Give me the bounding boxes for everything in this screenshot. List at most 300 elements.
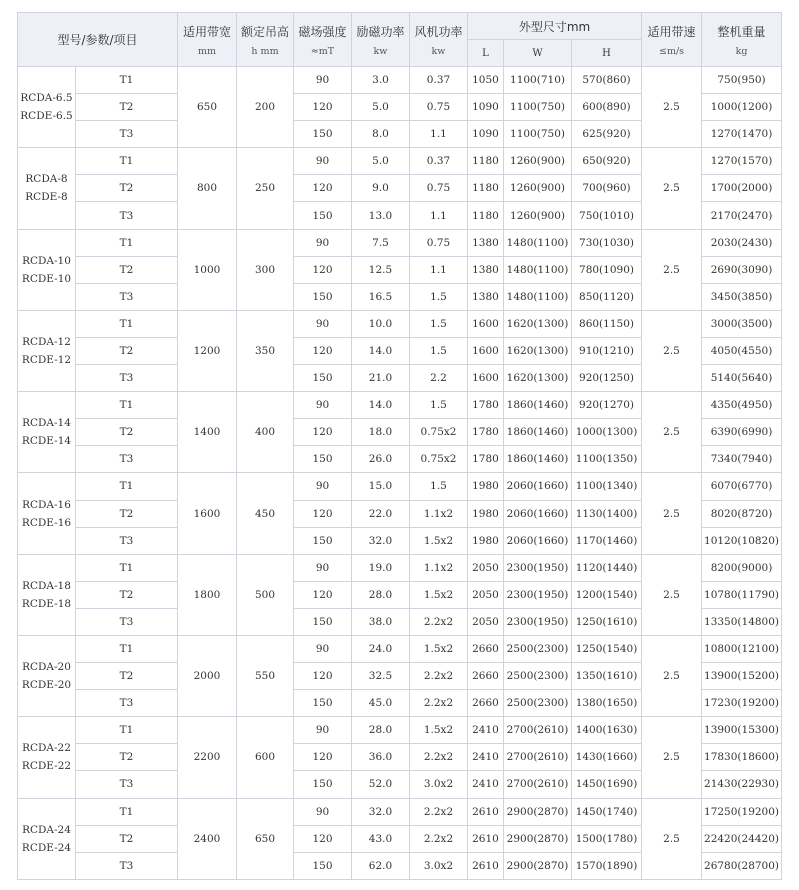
dim-l-cell: 1980	[468, 500, 504, 527]
model-name-a: RCDA-16	[22, 498, 71, 511]
exc-power-cell: 10.0	[352, 310, 410, 337]
model-cell	[18, 229, 76, 310]
exc-power-cell: 5.0	[352, 148, 410, 175]
header-dim-w: W	[504, 40, 572, 67]
model-name-b: RCDE-16	[21, 516, 72, 529]
fan-power-cell: 1.5x2	[410, 527, 468, 554]
dim-w-cell: 1260(900)	[504, 202, 572, 229]
fan-power-cell: 1.5	[410, 473, 468, 500]
exc-power-cell: 14.0	[352, 337, 410, 364]
dim-w-cell: 2500(2300)	[504, 635, 572, 662]
model-name-b: RCDE-10	[21, 272, 72, 285]
model-cell	[18, 554, 76, 635]
weight-cell: 6390(6990)	[702, 419, 782, 446]
type-cell: T1	[76, 635, 178, 662]
dim-h-cell: 860(1150)	[572, 310, 642, 337]
dim-h-cell: 700(960)	[572, 175, 642, 202]
fan-power-cell: 1.1x2	[410, 554, 468, 581]
type-cell: T3	[76, 608, 178, 635]
field-cell: 150	[294, 690, 352, 717]
model-name-a: RCDA-14	[22, 417, 71, 430]
dim-h-cell: 1450(1690)	[572, 771, 642, 798]
dim-h-cell: 920(1250)	[572, 365, 642, 392]
fan-power-cell: 1.5	[410, 392, 468, 419]
exc-power-cell: 3.0	[352, 67, 410, 94]
dim-l-cell: 1980	[468, 473, 504, 500]
table-row	[18, 67, 782, 94]
dim-w-cell: 2900(2870)	[504, 798, 572, 825]
dim-w-cell: 2300(1950)	[504, 608, 572, 635]
header-field: 磁场强度 ≈mT	[294, 13, 352, 67]
dim-h-cell: 910(1210)	[572, 337, 642, 364]
dim-h-cell: 920(1270)	[572, 392, 642, 419]
type-cell: T2	[76, 825, 178, 852]
weight-cell: 1000(1200)	[702, 94, 782, 121]
dim-h-cell: 750(1010)	[572, 202, 642, 229]
table-row	[18, 798, 782, 825]
fan-power-cell: 2.2x2	[410, 608, 468, 635]
dim-h-cell: 570(860)	[572, 67, 642, 94]
dim-l-cell: 1780	[468, 392, 504, 419]
dim-w-cell: 2900(2870)	[504, 825, 572, 852]
table-row	[18, 310, 782, 337]
dim-h-cell: 1120(1440)	[572, 554, 642, 581]
dim-l-cell: 1780	[468, 446, 504, 473]
fan-power-cell: 1.5x2	[410, 581, 468, 608]
dim-w-cell: 1480(1100)	[504, 283, 572, 310]
dim-l-cell: 2410	[468, 771, 504, 798]
dim-h-cell: 1200(1540)	[572, 581, 642, 608]
dim-w-cell: 2060(1660)	[504, 473, 572, 500]
dim-h-cell: 650(920)	[572, 148, 642, 175]
field-cell: 150	[294, 527, 352, 554]
fan-power-cell: 1.1	[410, 121, 468, 148]
exc-power-cell: 32.5	[352, 663, 410, 690]
fan-power-cell: 2.2x2	[410, 798, 468, 825]
height-cell: 400	[237, 392, 294, 473]
table-row	[18, 717, 782, 744]
table-row	[18, 229, 782, 256]
speed-cell: 2.5	[642, 717, 702, 798]
fan-power-cell: 0.75x2	[410, 419, 468, 446]
model-name-b: RCDE-20	[21, 679, 72, 692]
type-cell: T2	[76, 744, 178, 771]
speed-cell: 2.5	[642, 392, 702, 473]
dim-h-cell: 1100(1340)	[572, 473, 642, 500]
field-cell: 150	[294, 771, 352, 798]
dim-l-cell: 1380	[468, 256, 504, 283]
header-exc-power: 励磁功率 kw	[352, 13, 410, 67]
dim-l-cell: 2610	[468, 852, 504, 879]
fan-power-cell: 0.75x2	[410, 446, 468, 473]
dim-w-cell: 1100(710)	[504, 67, 572, 94]
weight-cell: 750(950)	[702, 67, 782, 94]
belt-width-cell: 1600	[178, 473, 237, 554]
type-cell: T1	[76, 798, 178, 825]
dim-l-cell: 1980	[468, 527, 504, 554]
weight-cell: 8200(9000)	[702, 554, 782, 581]
height-cell: 450	[237, 473, 294, 554]
exc-power-cell: 24.0	[352, 635, 410, 662]
fan-power-cell: 2.2x2	[410, 663, 468, 690]
header-dim-h: H	[572, 40, 642, 67]
dim-h-cell: 1570(1890)	[572, 852, 642, 879]
weight-cell: 17250(19200)	[702, 798, 782, 825]
field-cell: 120	[294, 744, 352, 771]
exc-power-cell: 22.0	[352, 500, 410, 527]
speed-cell: 2.5	[642, 635, 702, 716]
model-name-a: RCDA-12	[22, 335, 71, 348]
dim-h-cell: 1130(1400)	[572, 500, 642, 527]
table-row	[18, 635, 782, 662]
type-cell: T1	[76, 310, 178, 337]
height-cell: 300	[237, 229, 294, 310]
exc-power-cell: 14.0	[352, 392, 410, 419]
field-cell: 120	[294, 337, 352, 364]
dim-h-cell: 1450(1740)	[572, 798, 642, 825]
model-name-b: RCDE-24	[21, 841, 72, 854]
model-cell	[18, 717, 76, 798]
weight-cell: 22420(24420)	[702, 825, 782, 852]
fan-power-cell: 3.0x2	[410, 852, 468, 879]
model-cell	[18, 310, 76, 391]
fan-power-cell: 0.37	[410, 67, 468, 94]
model-cell	[18, 635, 76, 716]
spec-table	[17, 12, 782, 880]
model-name-a: RCDA-6.5	[20, 92, 73, 105]
weight-cell: 2030(2430)	[702, 229, 782, 256]
weight-cell: 2170(2470)	[702, 202, 782, 229]
type-cell: T1	[76, 148, 178, 175]
weight-cell: 17230(19200)	[702, 690, 782, 717]
type-cell: T3	[76, 202, 178, 229]
dim-w-cell: 2500(2300)	[504, 663, 572, 690]
type-cell: T1	[76, 554, 178, 581]
dim-l-cell: 1180	[468, 175, 504, 202]
type-cell: T2	[76, 94, 178, 121]
fan-power-cell: 2.2x2	[410, 744, 468, 771]
exc-power-cell: 21.0	[352, 365, 410, 392]
dim-w-cell: 2300(1950)	[504, 554, 572, 581]
field-cell: 90	[294, 310, 352, 337]
dim-h-cell: 780(1090)	[572, 256, 642, 283]
fan-power-cell: 3.0x2	[410, 771, 468, 798]
dim-l-cell: 1050	[468, 67, 504, 94]
weight-cell: 2690(3090)	[702, 256, 782, 283]
dim-w-cell: 1100(750)	[504, 94, 572, 121]
field-cell: 120	[294, 94, 352, 121]
field-cell: 90	[294, 798, 352, 825]
field-cell: 90	[294, 554, 352, 581]
field-cell: 90	[294, 148, 352, 175]
type-cell: T3	[76, 121, 178, 148]
table-row	[18, 148, 782, 175]
dim-h-cell: 1100(1350)	[572, 446, 642, 473]
weight-cell: 26780(28700)	[702, 852, 782, 879]
speed-cell: 2.5	[642, 148, 702, 229]
dim-l-cell: 1600	[468, 310, 504, 337]
header-model: 型号/参数/项目	[18, 13, 178, 67]
dim-h-cell: 1500(1780)	[572, 825, 642, 852]
header-speed: 适用带速 ≤m/s	[642, 13, 702, 67]
type-cell: T2	[76, 581, 178, 608]
dim-w-cell: 2060(1660)	[504, 527, 572, 554]
exc-power-cell: 62.0	[352, 852, 410, 879]
dim-l-cell: 2410	[468, 717, 504, 744]
header-height: 额定吊高 h mm	[237, 13, 294, 67]
dim-w-cell: 2300(1950)	[504, 581, 572, 608]
type-cell: T2	[76, 256, 178, 283]
exc-power-cell: 32.0	[352, 798, 410, 825]
dim-w-cell: 1480(1100)	[504, 256, 572, 283]
header-dims: 外型尺寸mm	[468, 13, 642, 40]
dim-w-cell: 1260(900)	[504, 148, 572, 175]
weight-cell: 6070(6770)	[702, 473, 782, 500]
dim-h-cell: 1350(1610)	[572, 663, 642, 690]
exc-power-cell: 16.5	[352, 283, 410, 310]
dim-h-cell: 1170(1460)	[572, 527, 642, 554]
dim-h-cell: 1430(1660)	[572, 744, 642, 771]
weight-cell: 17830(18600)	[702, 744, 782, 771]
model-cell	[18, 67, 76, 148]
fan-power-cell: 1.5	[410, 283, 468, 310]
weight-cell: 10120(10820)	[702, 527, 782, 554]
belt-width-cell: 1800	[178, 554, 237, 635]
header-dim-l: L	[468, 40, 504, 67]
speed-cell: 2.5	[642, 229, 702, 310]
height-cell: 250	[237, 148, 294, 229]
weight-cell: 10800(12100)	[702, 635, 782, 662]
fan-power-cell: 0.75	[410, 229, 468, 256]
field-cell: 150	[294, 202, 352, 229]
exc-power-cell: 5.0	[352, 94, 410, 121]
table-header	[18, 13, 782, 67]
height-cell: 350	[237, 310, 294, 391]
dim-l-cell: 1090	[468, 94, 504, 121]
model-name-b: RCDE-6.5	[20, 110, 73, 123]
exc-power-cell: 28.0	[352, 581, 410, 608]
field-cell: 150	[294, 283, 352, 310]
weight-cell: 5140(5640)	[702, 365, 782, 392]
dim-w-cell: 2500(2300)	[504, 690, 572, 717]
weight-cell: 4350(4950)	[702, 392, 782, 419]
dim-l-cell: 2610	[468, 798, 504, 825]
type-cell: T3	[76, 690, 178, 717]
dim-l-cell: 1600	[468, 365, 504, 392]
dim-h-cell: 850(1120)	[572, 283, 642, 310]
field-cell: 120	[294, 175, 352, 202]
belt-width-cell: 800	[178, 148, 237, 229]
type-cell: T2	[76, 663, 178, 690]
model-name-b: RCDE-12	[21, 353, 72, 366]
dim-w-cell: 1260(900)	[504, 175, 572, 202]
type-cell: T2	[76, 175, 178, 202]
field-cell: 150	[294, 852, 352, 879]
model-cell	[18, 473, 76, 554]
dim-h-cell: 730(1030)	[572, 229, 642, 256]
exc-power-cell: 12.5	[352, 256, 410, 283]
table-row	[18, 392, 782, 419]
model-name-a: RCDA-22	[22, 742, 71, 755]
dim-w-cell: 1620(1300)	[504, 365, 572, 392]
type-cell: T3	[76, 365, 178, 392]
type-cell: T3	[76, 446, 178, 473]
model-name-a: RCDA-8	[25, 173, 68, 186]
dim-l-cell: 2050	[468, 608, 504, 635]
dim-l-cell: 1780	[468, 419, 504, 446]
fan-power-cell: 2.2x2	[410, 825, 468, 852]
type-cell: T1	[76, 473, 178, 500]
type-cell: T1	[76, 717, 178, 744]
weight-cell: 7340(7940)	[702, 446, 782, 473]
field-cell: 120	[294, 256, 352, 283]
type-cell: T1	[76, 229, 178, 256]
exc-power-cell: 7.5	[352, 229, 410, 256]
type-cell: T1	[76, 67, 178, 94]
header-weight: 整机重量 kg	[702, 13, 782, 67]
weight-cell: 1270(1570)	[702, 148, 782, 175]
dim-w-cell: 1620(1300)	[504, 310, 572, 337]
model-cell	[18, 798, 76, 879]
speed-cell: 2.5	[642, 798, 702, 879]
field-cell: 120	[294, 581, 352, 608]
type-cell: T3	[76, 771, 178, 798]
field-cell: 150	[294, 446, 352, 473]
field-cell: 150	[294, 608, 352, 635]
height-cell: 200	[237, 67, 294, 148]
belt-width-cell: 1200	[178, 310, 237, 391]
field-cell: 90	[294, 229, 352, 256]
field-cell: 120	[294, 419, 352, 446]
field-cell: 120	[294, 500, 352, 527]
height-cell: 650	[237, 798, 294, 879]
dim-l-cell: 2050	[468, 581, 504, 608]
fan-power-cell: 1.5x2	[410, 717, 468, 744]
fan-power-cell: 0.75	[410, 175, 468, 202]
model-cell	[18, 148, 76, 229]
type-cell: T3	[76, 283, 178, 310]
weight-cell: 21430(22930)	[702, 771, 782, 798]
table-row	[18, 473, 782, 500]
model-cell	[18, 392, 76, 473]
dim-l-cell: 2660	[468, 635, 504, 662]
dim-w-cell: 1480(1100)	[504, 229, 572, 256]
model-name-a: RCDA-24	[22, 823, 71, 836]
height-cell: 500	[237, 554, 294, 635]
dim-h-cell: 1250(1540)	[572, 635, 642, 662]
exc-power-cell: 18.0	[352, 419, 410, 446]
model-name-b: RCDE-18	[21, 597, 72, 610]
exc-power-cell: 38.0	[352, 608, 410, 635]
field-cell: 150	[294, 365, 352, 392]
type-cell: T3	[76, 852, 178, 879]
weight-cell: 1270(1470)	[702, 121, 782, 148]
dim-l-cell: 1090	[468, 121, 504, 148]
header-fan-power: 风机功率 kw	[410, 13, 468, 67]
table-body	[18, 67, 782, 880]
model-name-a: RCDA-20	[22, 661, 71, 674]
dim-w-cell: 1860(1460)	[504, 419, 572, 446]
field-cell: 90	[294, 635, 352, 662]
height-cell: 550	[237, 635, 294, 716]
type-cell: T3	[76, 527, 178, 554]
model-name-a: RCDA-18	[22, 579, 71, 592]
weight-cell: 10780(11790)	[702, 581, 782, 608]
field-cell: 120	[294, 825, 352, 852]
exc-power-cell: 36.0	[352, 744, 410, 771]
fan-power-cell: 1.1x2	[410, 500, 468, 527]
type-cell: T2	[76, 500, 178, 527]
dim-l-cell: 2410	[468, 744, 504, 771]
type-cell: T1	[76, 392, 178, 419]
dim-h-cell: 625(920)	[572, 121, 642, 148]
dim-l-cell: 2660	[468, 663, 504, 690]
dim-l-cell: 2050	[468, 554, 504, 581]
exc-power-cell: 26.0	[352, 446, 410, 473]
model-name-b: RCDE-22	[21, 760, 72, 773]
speed-cell: 2.5	[642, 67, 702, 148]
fan-power-cell: 1.1	[410, 202, 468, 229]
weight-cell: 3000(3500)	[702, 310, 782, 337]
field-cell: 120	[294, 663, 352, 690]
exc-power-cell: 43.0	[352, 825, 410, 852]
dim-l-cell: 1380	[468, 229, 504, 256]
speed-cell: 2.5	[642, 473, 702, 554]
exc-power-cell: 28.0	[352, 717, 410, 744]
exc-power-cell: 13.0	[352, 202, 410, 229]
dim-l-cell: 1600	[468, 337, 504, 364]
exc-power-cell: 15.0	[352, 473, 410, 500]
dim-w-cell: 1860(1460)	[504, 446, 572, 473]
dim-w-cell: 1100(750)	[504, 121, 572, 148]
dim-h-cell: 1400(1630)	[572, 717, 642, 744]
field-cell: 90	[294, 67, 352, 94]
field-cell: 90	[294, 473, 352, 500]
weight-cell: 13900(15300)	[702, 717, 782, 744]
field-cell: 90	[294, 717, 352, 744]
header-belt-width: 适用带宽 mm	[178, 13, 237, 67]
belt-width-cell: 2400	[178, 798, 237, 879]
weight-cell: 1700(2000)	[702, 175, 782, 202]
weight-cell: 4050(4550)	[702, 337, 782, 364]
dim-w-cell: 2700(2610)	[504, 717, 572, 744]
exc-power-cell: 8.0	[352, 121, 410, 148]
dim-w-cell: 2700(2610)	[504, 771, 572, 798]
weight-cell: 13350(14800)	[702, 608, 782, 635]
model-name-b: RCDE-8	[25, 191, 68, 204]
fan-power-cell: 0.75	[410, 94, 468, 121]
field-cell: 90	[294, 392, 352, 419]
belt-width-cell: 2000	[178, 635, 237, 716]
belt-width-cell: 2200	[178, 717, 237, 798]
speed-cell: 2.5	[642, 310, 702, 391]
dim-h-cell: 1000(1300)	[572, 419, 642, 446]
weight-cell: 3450(3850)	[702, 283, 782, 310]
height-cell: 600	[237, 717, 294, 798]
type-cell: T2	[76, 419, 178, 446]
fan-power-cell: 1.5	[410, 337, 468, 364]
belt-width-cell: 1000	[178, 229, 237, 310]
weight-cell: 13900(15200)	[702, 663, 782, 690]
dim-l-cell: 1380	[468, 283, 504, 310]
dim-h-cell: 1250(1610)	[572, 608, 642, 635]
dim-w-cell: 2700(2610)	[504, 744, 572, 771]
fan-power-cell: 2.2x2	[410, 690, 468, 717]
belt-width-cell: 1400	[178, 392, 237, 473]
speed-cell: 2.5	[642, 554, 702, 635]
dim-w-cell: 1620(1300)	[504, 337, 572, 364]
dim-l-cell: 2660	[468, 690, 504, 717]
